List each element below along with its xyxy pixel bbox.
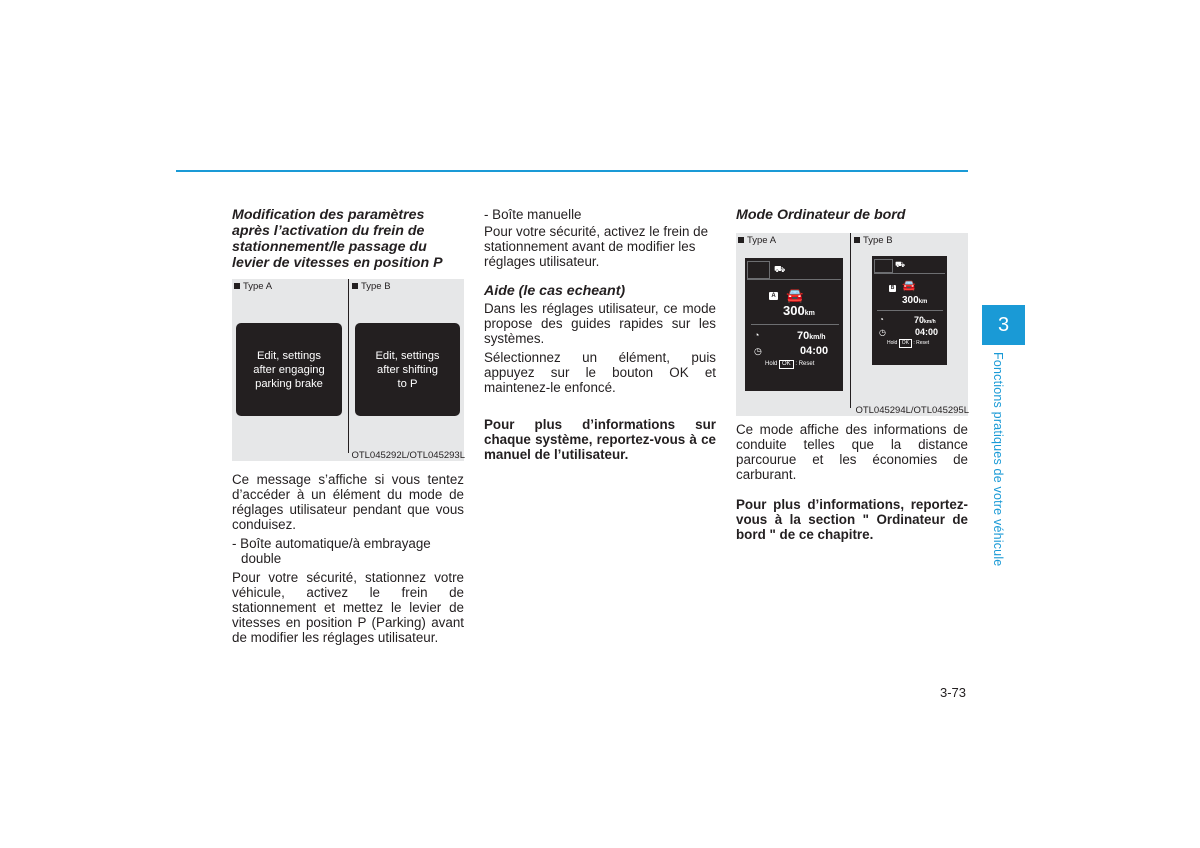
paragraph-help-mode: Dans les réglages utilisateur, ce mode propose des guides rapides sur les systèmes. (484, 301, 716, 346)
chapter-title: Fonctions pratiques de votre véhicule (991, 352, 1005, 567)
car-icon: 🚘 (902, 280, 916, 292)
section-heading-trip-computer: Mode Ordinateur de bord (736, 207, 906, 223)
driving-time: 04:00 (915, 327, 939, 337)
paragraph-safety-manual: Pour votre sécurité, activez le frein de stationnement avant de modifier les réglages utilisateur. (484, 224, 709, 269)
average-speed: 70km/h (797, 330, 826, 342)
paragraph-safety-automatic: Pour votre sécurité, stationnez votre véhicule, activez le frein de stationnement et mettez le levier de vitesses en position P (Parking) avant de modifier les réglages utilisateur. (232, 570, 464, 645)
paragraph-message-info: Ce message s’affiche si vous tentez d’accéder à un élément du mode de réglages utilisateur pendant que vous conduisez. (232, 472, 464, 532)
clock-icon: ◷ (754, 346, 762, 356)
hold-ok-reset: Hold OK : Reset (765, 361, 815, 367)
car-icon: 🚘 (786, 287, 804, 303)
hold-ok-reset: Hold OK : Reset (887, 340, 930, 346)
paragraph-more-info-manual: Pour plus d’informations sur chaque système, reportez-vous à ce manuel de l’utilisateur. (484, 417, 716, 462)
square-bullet-icon (738, 237, 744, 243)
cluster-divider (751, 324, 839, 325)
figure-settings-message (232, 279, 464, 461)
cluster-display-type-a (745, 258, 843, 391)
right-column-body (736, 422, 968, 542)
trip-mode-badge: A (769, 292, 778, 300)
figure-code: OTL045294L/OTL045295L (855, 405, 969, 416)
figure-label-type-b: Type B (854, 235, 893, 246)
trip-mode-badge: B (890, 285, 895, 291)
driving-time: 04:00 (800, 345, 829, 357)
right-column (736, 207, 968, 223)
bullet-automatic-gearbox: - Boîte automatique/à embrayage (232, 536, 431, 551)
square-bullet-icon (352, 283, 358, 289)
figure-divider (348, 279, 349, 453)
figure-divider (850, 233, 851, 408)
section-heading-settings: Modification des paramètres après l’activation du frein de stationnement/le passage du levier de vitesses en position P (232, 207, 443, 271)
paragraph-help-select: Sélectionnez un élément, puis appuyez sur le bouton OK et maintenez-le enfoncé. (484, 350, 716, 395)
cluster-display-type-b (872, 256, 947, 365)
paragraph-trip-computer: Ce mode affiche des informations de conduite telles que la distance parcourue et les économies de carburant. (736, 422, 968, 482)
cluster-tab-box (747, 261, 770, 279)
middle-column (484, 207, 716, 462)
cluster-divider (747, 279, 841, 280)
cluster-tab-box (874, 259, 893, 273)
clock-icon: ◷ (879, 328, 886, 337)
speed-gauge-icon: ◔ (754, 330, 760, 340)
speed-gauge-icon: ◔ (879, 315, 884, 324)
trip-distance: 300km (902, 295, 928, 306)
left-column-body (232, 472, 464, 645)
bullet-automatic-gearbox-cont: double (241, 551, 282, 566)
top-rule (176, 170, 968, 172)
square-bullet-icon (234, 283, 240, 289)
section-heading-help: Aide (le cas echeant) (484, 283, 626, 299)
figure-trip-computer (736, 233, 968, 416)
average-speed: 70km/h (914, 315, 936, 325)
paragraph-more-info-section: Pour plus d’informations, reportez-vous à la section " Ordinateur de bord " de ce chapitre. (736, 497, 968, 542)
message-screen-type-b: Edit, settings after shifting to P (355, 323, 460, 416)
cluster-divider (874, 273, 945, 274)
car-settings-icon: ⛟ (774, 264, 786, 274)
chapter-tab: 3 (982, 305, 1025, 345)
car-settings-icon: ⛟ (895, 260, 906, 269)
figure-label-type-a: Type A (738, 235, 776, 246)
left-column (232, 207, 464, 271)
page-number: 3-73 (940, 685, 967, 700)
figure-label-type-a: Type A (234, 281, 272, 292)
trip-distance: 300km (783, 303, 815, 318)
cluster-divider (877, 310, 943, 311)
bullet-manual-gearbox: - Boîte manuelle (484, 207, 582, 222)
figure-code: OTL045292L/OTL045293L (351, 450, 465, 461)
square-bullet-icon (854, 237, 860, 243)
figure-label-type-b: Type B (352, 281, 391, 292)
message-screen-type-a: Edit, settings after engaging parking brake (236, 323, 342, 416)
